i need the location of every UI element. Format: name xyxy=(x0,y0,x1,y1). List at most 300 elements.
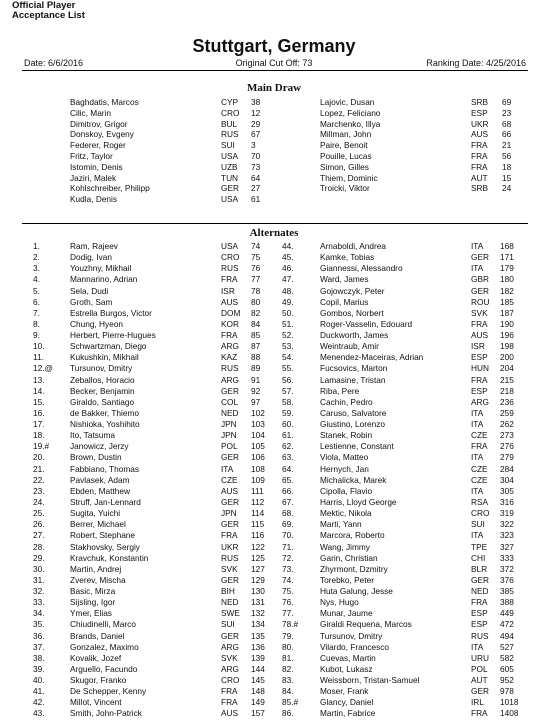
player-rank: 80 xyxy=(251,296,261,307)
player-rank: 494 xyxy=(500,630,514,641)
alternate-number: 11. xyxy=(33,352,44,363)
alternate-number: 46. xyxy=(282,263,294,274)
alternate-number: 3. xyxy=(33,263,40,274)
alternate-number: 1. xyxy=(33,241,40,251)
player-name: Herbert, Pierre-Hugues xyxy=(70,330,156,341)
player-rank: 68 xyxy=(502,118,512,129)
player-country: ARG xyxy=(221,374,239,385)
player-rank: 182 xyxy=(500,285,514,296)
player-country: ITA xyxy=(471,641,484,652)
player-country: CZE xyxy=(471,474,488,485)
player-country: UKR xyxy=(221,541,239,552)
player-name: Kamke, Tobias xyxy=(320,252,375,263)
alternate-number: 14. xyxy=(33,385,45,396)
player-rank: 102 xyxy=(251,407,265,418)
player-country: AUS xyxy=(471,330,489,341)
player-country: IRL xyxy=(471,697,484,708)
player-name: Robert, Stephane xyxy=(70,530,136,541)
player-country: FRA xyxy=(221,274,238,285)
player-rank: 29 xyxy=(251,118,261,129)
player-rank: 322 xyxy=(500,519,514,530)
alternate-number: 20. xyxy=(33,452,45,463)
player-country: UKR xyxy=(471,118,489,129)
table-row xyxy=(0,151,548,162)
table-row xyxy=(0,297,548,308)
table-row xyxy=(0,642,548,653)
table-row xyxy=(0,375,548,386)
table-row xyxy=(0,542,548,553)
player-rank: 74 xyxy=(251,241,261,251)
player-country: ITA xyxy=(221,463,234,474)
divider-rule xyxy=(22,70,528,71)
alternate-number: 74. xyxy=(282,574,294,585)
player-rank: 103 xyxy=(251,419,265,430)
player-name: Harris, Lloyd George xyxy=(320,496,397,507)
player-name: Vilardo, Francesco xyxy=(320,641,390,652)
player-rank: 115 xyxy=(251,519,265,530)
alternate-number: 59. xyxy=(282,407,294,418)
player-country: JPN xyxy=(221,430,237,441)
table-row xyxy=(0,686,548,697)
player-name: Arguello, Facundo xyxy=(70,663,138,674)
alternate-number: 63. xyxy=(282,452,294,463)
player-name: Lopez, Feliciano xyxy=(320,107,381,118)
player-rank: 89 xyxy=(251,363,261,374)
table-row xyxy=(0,194,548,205)
player-rank: 3 xyxy=(251,140,256,151)
player-name: Kubot, Lukasz xyxy=(320,663,373,674)
player-rank: 215 xyxy=(500,374,514,385)
player-name: Kohlschreiber, Philipp xyxy=(70,183,150,194)
player-name: Fritz, Taylor xyxy=(70,151,113,161)
player-name: Cipolla, Flavio xyxy=(320,485,373,496)
alternate-number: 52. xyxy=(282,330,294,341)
player-rank: 24 xyxy=(502,183,512,194)
alternate-number: 22. xyxy=(33,474,45,485)
alternate-number: 41. xyxy=(33,686,45,697)
list-date: Date: 6/6/2016 xyxy=(24,58,84,68)
player-country: CZE xyxy=(221,474,238,485)
player-rank: 129 xyxy=(251,574,265,585)
player-rank: 319 xyxy=(500,508,514,519)
player-country: FRA xyxy=(471,374,488,385)
alternate-number: 36. xyxy=(33,630,45,641)
player-name: Marti, Yann xyxy=(320,519,362,530)
player-name: Thiem, Dominic xyxy=(320,172,378,183)
player-rank: 105 xyxy=(251,441,265,452)
player-rank: 18 xyxy=(502,161,512,172)
table-row xyxy=(0,419,548,430)
header-line-2: Acceptance List xyxy=(12,10,85,21)
player-country: FRA xyxy=(471,161,488,172)
alternate-number: 33. xyxy=(33,597,45,608)
player-country: FRA xyxy=(471,151,488,161)
player-country: AUT xyxy=(471,172,488,183)
player-rank: 38 xyxy=(251,97,261,107)
player-country: GER xyxy=(221,452,239,463)
player-name: Struff, Jan-Lennard xyxy=(70,496,141,507)
player-country: ARG xyxy=(221,663,239,674)
table-row xyxy=(0,162,548,173)
player-rank: 262 xyxy=(500,419,514,430)
player-country: SRB xyxy=(471,97,489,107)
player-country: BUL xyxy=(221,118,238,129)
player-name: Arnaboldi, Andrea xyxy=(320,241,386,251)
player-country: ESP xyxy=(471,619,488,630)
alternates-heading: Alternates xyxy=(249,227,299,239)
player-country: RUS xyxy=(471,630,489,641)
player-name: Kudla, Denis xyxy=(70,194,118,205)
alternate-number: 79. xyxy=(282,630,294,641)
table-row xyxy=(0,430,548,441)
player-country: GER xyxy=(471,252,489,263)
player-rank: 196 xyxy=(500,330,514,341)
table-row xyxy=(0,586,548,597)
player-country: ITA xyxy=(471,241,484,251)
table-row xyxy=(0,363,548,374)
alternate-number: 72. xyxy=(282,552,294,563)
player-name: Zeballos, Horacio xyxy=(70,374,135,385)
player-rank: 180 xyxy=(500,274,514,285)
table-row xyxy=(0,675,548,686)
player-name: Duckworth, James xyxy=(320,330,389,341)
alternate-number: 42. xyxy=(33,697,45,708)
player-country: SRB xyxy=(471,183,489,194)
player-name: Schwartzman, Diego xyxy=(70,341,147,352)
player-rank: 85 xyxy=(251,330,261,341)
table-row xyxy=(0,708,548,719)
player-country: ESP xyxy=(471,107,488,118)
player-name: Kukushkin, Mikhail xyxy=(70,352,139,363)
alternate-number: 37. xyxy=(33,641,45,652)
player-country: CYP xyxy=(221,97,239,107)
player-rank: 78 xyxy=(251,285,261,296)
table-row xyxy=(0,597,548,608)
player-name: Estrella Burgos, Victor xyxy=(70,307,152,318)
player-rank: 12 xyxy=(251,107,261,118)
player-country: BIH xyxy=(221,586,235,597)
table-row xyxy=(0,119,548,130)
player-country: CZE xyxy=(471,463,488,474)
alternate-number: 56. xyxy=(282,374,294,385)
player-name: Michalicka, Marek xyxy=(320,474,387,485)
player-country: GER xyxy=(221,183,239,194)
player-name: Glancy, Daniel xyxy=(320,697,374,708)
player-name: Martin, Andrej xyxy=(70,563,122,574)
player-rank: 75 xyxy=(251,252,261,263)
player-name: Istomin, Denis xyxy=(70,161,123,172)
player-rank: 73 xyxy=(251,161,261,172)
player-country: RSA xyxy=(471,496,489,507)
table-row xyxy=(0,464,548,475)
alternate-number: 38. xyxy=(33,652,45,663)
player-name: Baghdatis, Marcos xyxy=(70,97,139,107)
alternate-number: 58. xyxy=(282,396,294,407)
player-name: Youzhny, Mikhail xyxy=(70,263,132,274)
player-rank: 114 xyxy=(251,508,265,519)
player-name: Ward, James xyxy=(320,274,369,285)
player-rank: 236 xyxy=(500,396,514,407)
player-country: RUS xyxy=(221,552,239,563)
player-name: Lajovic, Dusan xyxy=(320,97,375,107)
player-country: SUI xyxy=(471,519,485,530)
player-rank: 23 xyxy=(502,107,512,118)
player-name: Giraldi Requena, Marcos xyxy=(320,619,412,630)
player-name: Garin, Christian xyxy=(320,552,378,563)
player-country: ITA xyxy=(471,263,484,274)
player-rank: 1408 xyxy=(500,708,519,719)
player-rank: 279 xyxy=(500,452,514,463)
player-name: Lamasine, Tristan xyxy=(320,374,386,385)
player-rank: 952 xyxy=(500,675,514,686)
player-name: Troicki, Viktor xyxy=(320,183,370,194)
player-name: Stakhovsky, Sergiy xyxy=(70,541,140,552)
player-country: SVK xyxy=(471,307,488,318)
table-row xyxy=(0,697,548,708)
player-name: De Schepper, Kenny xyxy=(70,686,147,697)
player-country: ITA xyxy=(471,407,484,418)
table-row xyxy=(0,441,548,452)
alternate-number: 78.# xyxy=(282,619,299,630)
player-name: Riba, Pere xyxy=(320,385,360,396)
player-name: Skugor, Franko xyxy=(70,675,127,686)
player-country: USA xyxy=(221,151,239,161)
player-rank: 472 xyxy=(500,619,514,630)
player-country: FRA xyxy=(221,697,238,708)
player-name: Moser, Frank xyxy=(320,686,369,697)
player-name: Dimitrov, Grigor xyxy=(70,118,128,129)
table-row xyxy=(0,330,548,341)
player-name: Nys, Hugo xyxy=(320,597,359,608)
player-rank: 187 xyxy=(500,307,514,318)
table-row xyxy=(0,140,548,151)
alternate-number: 51. xyxy=(282,318,294,329)
alternate-number: 10. xyxy=(33,341,45,352)
player-rank: 284 xyxy=(500,463,514,474)
alternate-number: 7. xyxy=(33,307,40,318)
player-country: ISR xyxy=(221,285,235,296)
player-rank: 385 xyxy=(500,586,514,597)
player-rank: 135 xyxy=(251,630,265,641)
player-name: Huta Galung, Jesse xyxy=(320,586,393,597)
alternate-number: 30. xyxy=(33,563,45,574)
player-rank: 171 xyxy=(500,252,514,263)
player-name: Martin, Fabrice xyxy=(320,708,376,719)
player-rank: 316 xyxy=(500,496,514,507)
player-rank: 1018 xyxy=(500,697,519,708)
player-country: FRA xyxy=(221,330,238,341)
alternate-number: 6. xyxy=(33,296,40,307)
player-name: Kovalik, Jozef xyxy=(70,652,122,663)
player-rank: 190 xyxy=(500,318,514,329)
player-rank: 582 xyxy=(500,652,514,663)
player-name: Torebko, Peter xyxy=(320,574,374,585)
player-country: FRA xyxy=(471,140,488,151)
player-country: TUN xyxy=(221,172,239,183)
player-rank: 77 xyxy=(251,274,261,285)
player-name: Roger-Vasselin, Edouard xyxy=(320,318,413,329)
player-name: Ram, Rajeev xyxy=(70,241,118,251)
player-rank: 21 xyxy=(502,140,512,151)
player-rank: 305 xyxy=(500,485,514,496)
player-rank: 88 xyxy=(251,352,261,363)
alternate-number: 71. xyxy=(282,541,294,552)
player-rank: 168 xyxy=(500,241,514,251)
player-country: NED xyxy=(221,597,239,608)
player-rank: 82 xyxy=(251,307,261,318)
alternate-number: 12.@ xyxy=(33,363,53,374)
player-rank: 605 xyxy=(500,663,514,674)
player-country: RUS xyxy=(221,129,239,140)
alternate-number: 44. xyxy=(282,241,294,251)
table-row xyxy=(0,530,548,541)
player-name: Ymer, Elias xyxy=(70,608,112,619)
player-name: Zverev, Mischa xyxy=(70,574,126,585)
player-rank: 327 xyxy=(500,541,514,552)
player-country: SVK xyxy=(221,652,238,663)
player-name: Giraldo, Santiago xyxy=(70,396,135,407)
player-name: Brown, Dustin xyxy=(70,452,122,463)
player-country: AUS xyxy=(221,485,239,496)
player-country: GER xyxy=(471,285,489,296)
player-name: Hernych, Jan xyxy=(320,463,369,474)
alternate-number: 83. xyxy=(282,675,294,686)
alternate-number: 48. xyxy=(282,285,294,296)
player-name: Marcora, Roberto xyxy=(320,530,385,541)
player-name: Chiudinelli, Marco xyxy=(70,619,136,630)
alternate-number: 15. xyxy=(33,396,45,407)
player-country: POL xyxy=(471,663,488,674)
player-name: Menendez-Maceiras, Adrian xyxy=(320,352,424,363)
player-rank: 218 xyxy=(500,385,514,396)
table-row xyxy=(0,352,548,363)
alternate-number: 23. xyxy=(33,485,45,496)
alternate-number: 5. xyxy=(33,285,40,296)
table-row xyxy=(0,619,548,630)
alternate-number: 39. xyxy=(33,663,45,674)
player-name: Simon, Gilles xyxy=(320,161,369,172)
player-rank: 134 xyxy=(251,619,265,630)
player-country: GBR xyxy=(471,274,489,285)
player-rank: 132 xyxy=(251,608,265,619)
table-row xyxy=(0,664,548,675)
player-name: Paire, Benoit xyxy=(320,140,368,151)
alternate-number: 29. xyxy=(33,552,45,563)
table-row xyxy=(0,241,548,252)
player-rank: 27 xyxy=(251,183,261,194)
player-name: Fabbiano, Thomas xyxy=(70,463,140,474)
player-country: ARG xyxy=(221,341,239,352)
player-rank: 978 xyxy=(500,686,514,697)
alternate-number: 32. xyxy=(33,586,45,597)
player-rank: 148 xyxy=(251,686,265,697)
player-country: CHI xyxy=(471,552,486,563)
player-rank: 108 xyxy=(251,463,265,474)
divider-rule xyxy=(22,223,528,224)
player-name: Mannarino, Adrian xyxy=(70,274,138,285)
alternate-number: 9. xyxy=(33,330,40,341)
table-row xyxy=(0,386,548,397)
player-name: Tursunov, Dmitry xyxy=(320,630,383,641)
player-country: ISR xyxy=(471,341,485,352)
player-rank: 61 xyxy=(251,194,261,205)
table-row xyxy=(0,519,548,530)
table-row xyxy=(0,308,548,319)
alternate-number: 75. xyxy=(282,586,294,597)
alternate-number: 49. xyxy=(282,296,294,307)
alternate-number: 67. xyxy=(282,496,294,507)
player-rank: 122 xyxy=(251,541,265,552)
player-country: GER xyxy=(221,630,239,641)
player-rank: 56 xyxy=(502,151,512,161)
table-row xyxy=(0,408,548,419)
player-rank: 67 xyxy=(251,129,261,140)
player-name: Groth, Sam xyxy=(70,296,113,307)
table-row xyxy=(0,286,548,297)
player-country: FRA xyxy=(221,686,238,697)
player-country: CZE xyxy=(471,430,488,441)
table-row xyxy=(0,397,548,408)
player-country: ESP xyxy=(471,385,488,396)
player-country: UZB xyxy=(221,161,238,172)
main-draw-heading: Main Draw xyxy=(246,82,302,94)
player-name: Caruso, Salvatore xyxy=(320,407,387,418)
player-rank: 70 xyxy=(251,151,261,161)
alternate-number: 66. xyxy=(282,485,294,496)
player-country: ESP xyxy=(471,352,488,363)
player-name: Kravchuk, Konstantin xyxy=(70,552,149,563)
player-rank: 144 xyxy=(251,663,265,674)
player-rank: 139 xyxy=(251,652,265,663)
player-country: FRA xyxy=(471,597,488,608)
player-rank: 157 xyxy=(251,708,265,719)
player-name: Nishioka, Yoshihito xyxy=(70,419,140,430)
alternate-number: 61. xyxy=(282,430,294,441)
alternate-number: 45. xyxy=(282,252,294,263)
table-row xyxy=(0,108,548,119)
alternate-number: 73. xyxy=(282,563,294,574)
table-row xyxy=(0,486,548,497)
alternate-number: 18. xyxy=(33,430,45,441)
player-country: AUS xyxy=(471,129,489,140)
player-name: Millot, Vincent xyxy=(70,697,122,708)
player-rank: 145 xyxy=(251,675,265,686)
player-name: Cachin, Pedro xyxy=(320,396,373,407)
player-name: Cuevas, Martin xyxy=(320,652,376,663)
player-rank: 64 xyxy=(251,172,261,183)
table-row xyxy=(0,341,548,352)
player-country: SUI xyxy=(221,140,235,151)
alternate-number: 86. xyxy=(282,708,294,719)
alternate-number: 85.# xyxy=(282,697,299,708)
player-rank: 259 xyxy=(500,407,514,418)
player-name: Munar, Jaume xyxy=(320,608,373,619)
alternate-number: 84. xyxy=(282,686,294,697)
alternate-number: 40. xyxy=(33,675,45,686)
player-name: Sijsling, Igor xyxy=(70,597,116,608)
alternate-number: 16. xyxy=(33,407,45,418)
player-rank: 66 xyxy=(502,129,512,140)
player-name: Ebden, Matthew xyxy=(70,485,130,496)
player-name: Pouille, Lucas xyxy=(320,151,372,161)
alternate-number: 82. xyxy=(282,663,294,674)
player-country: KAZ xyxy=(221,352,238,363)
table-row xyxy=(0,173,548,184)
player-rank: 91 xyxy=(251,374,261,385)
alternate-number: 24. xyxy=(33,496,45,507)
player-country: GER xyxy=(221,574,239,585)
player-rank: 527 xyxy=(500,641,514,652)
